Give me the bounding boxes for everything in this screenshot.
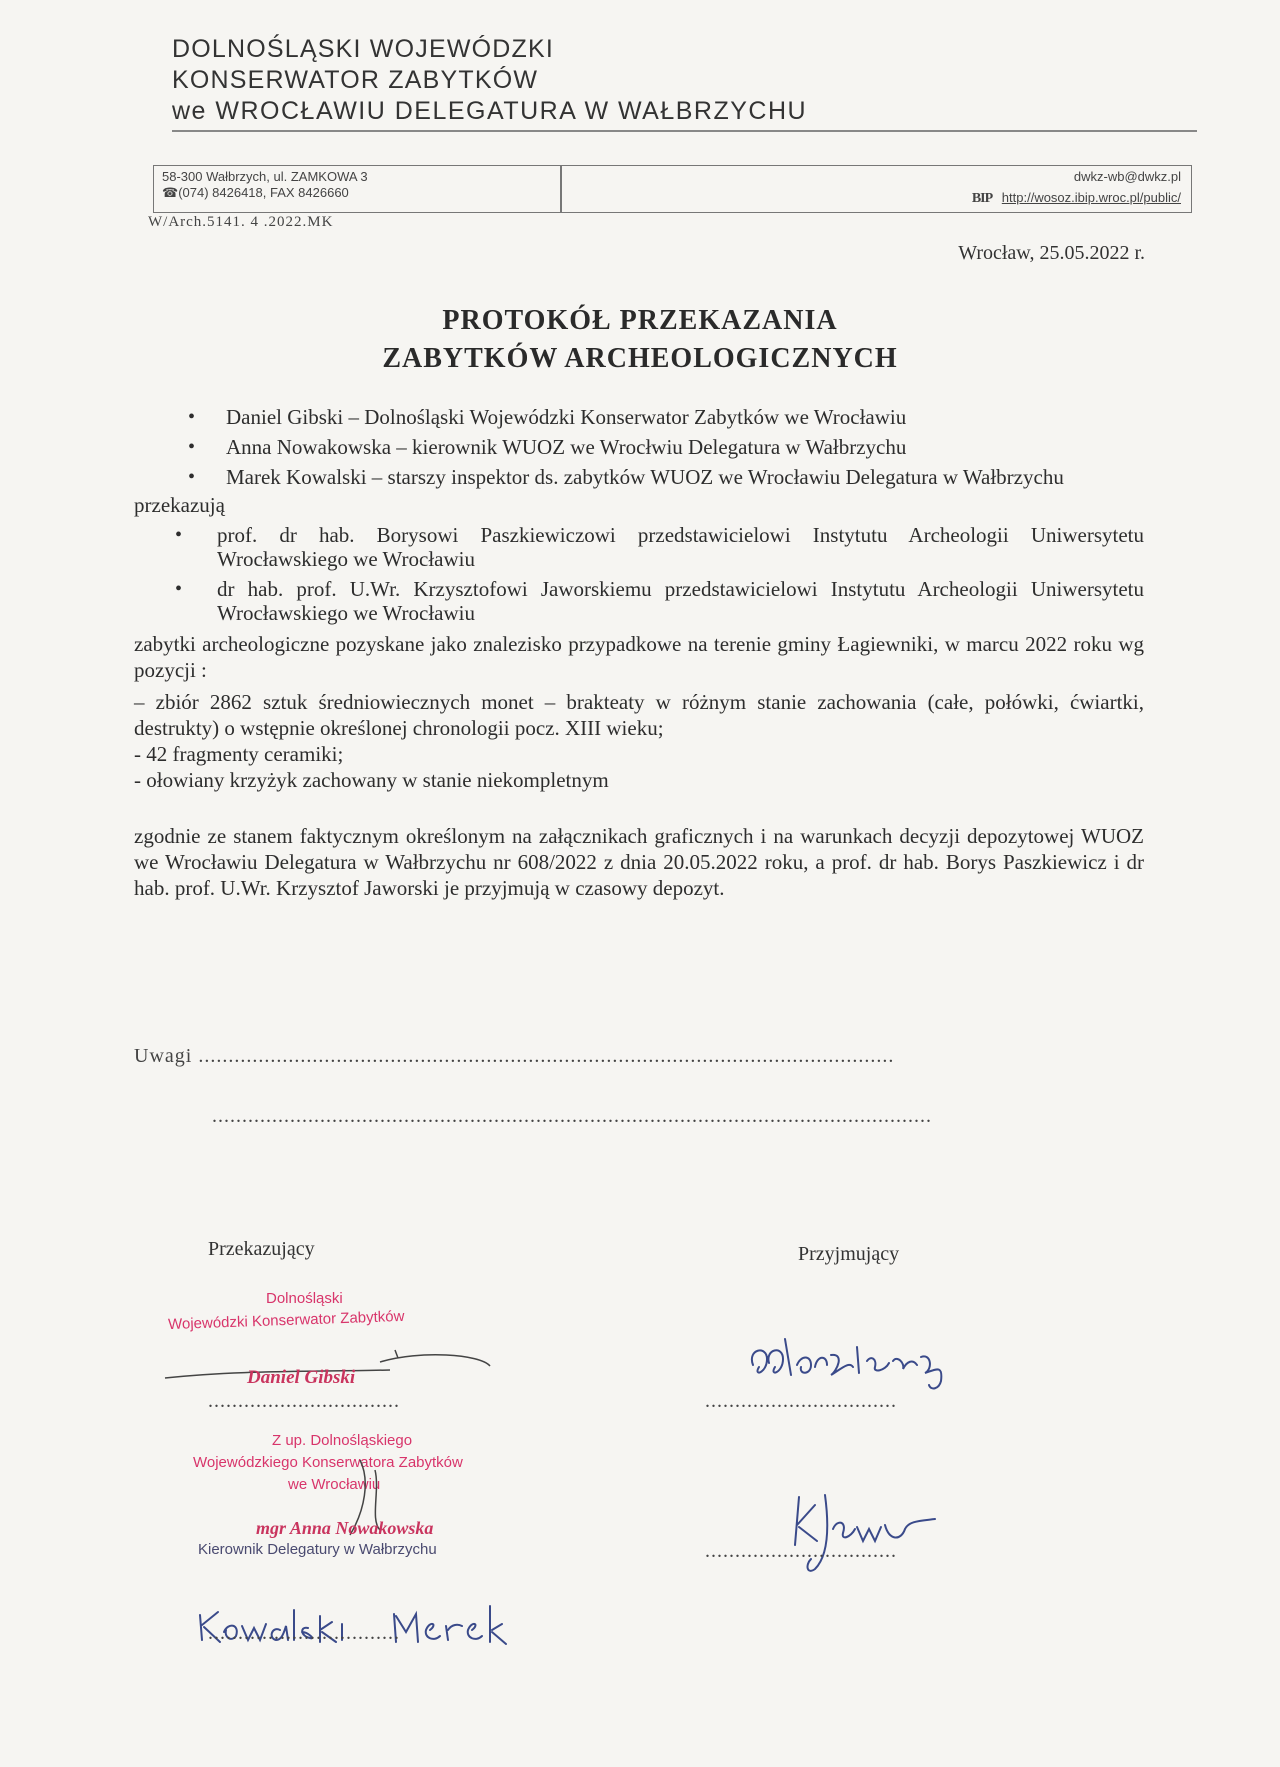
letterhead-rule — [172, 130, 1197, 132]
intro-paragraph: zabytki archeologiczne pozyskane jako znalezisko przypadkowe na terenie gminy Łagiewniki, w marcu 2022 roku wg pozycji : — [134, 632, 1144, 682]
letterhead-line-3: we WROCŁAWIU DELEGATURA W WAŁBRZYCHU — [172, 97, 808, 125]
signature-dots-left-3: ................................ — [208, 1622, 400, 1644]
stamp-2-line-3: we Wrocławiu — [288, 1476, 381, 1493]
address-left — [162, 169, 368, 201]
letterhead-line-1: DOLNOŚLĄSKI WOJEWÓDZKI — [172, 35, 555, 63]
signature-dots-right-1: ................................ — [705, 1390, 897, 1412]
document-title-line-2: ZABYTKÓW ARCHEOLOGICZNYCH — [382, 343, 898, 374]
address-email: dwkz-wb@dwkz.pl — [1073, 169, 1181, 184]
remarks-dots-1: .................................................................................................................... — [198, 1045, 895, 1067]
address-divider — [560, 166, 562, 212]
right-signature-label: Przyjmujący — [798, 1243, 900, 1265]
left-signature-label: Przekazujący — [208, 1238, 315, 1260]
stamp-2-name: mgr Anna Nowakowska — [256, 1518, 434, 1538]
verb-handover: przekazują — [134, 493, 225, 517]
handing-over-list — [134, 405, 1144, 489]
stamp-1-line-1: Dolnośląski — [266, 1290, 343, 1307]
closing-paragraph: zgodnie ze stanem faktycznym określonym na załącznikach graficznych i na warunkach decyzji depozytowej WUOZ we Wrocławiu Delegatura w Wałbrzychu nr 608/2022 z dnia 20.05.2022 roku, a prof. dr hab. Borys Paszkiewicz i dr hab. prof. U.Wr. Krzysztof Jaworski je przyjmują w czasowy depozyt. — [134, 824, 1144, 900]
address-web — [972, 190, 1181, 207]
list-item: • dr hab. prof. U.Wr. Krzysztofowi Jaworskiemu przedstawicielowi Instytutu Archeologii Uniwersytetu Wrocławskiego we Wrocławiu — [134, 577, 1144, 625]
list-item: • Marek Kowalski – starszy inspektor ds. zabytków WUOZ we Wrocławiu Delegatura w Wałbrzychu — [134, 465, 1144, 489]
document-title-line-1: PROTOKÓŁ PRZEKAZANIA — [442, 305, 838, 336]
letterhead — [172, 34, 1197, 127]
signature-dots-left-1: ................................ — [208, 1390, 400, 1412]
item-ceramics: - 42 fragmenty ceramiki; — [134, 742, 344, 766]
document-date: Wrocław, 25.05.2022 r. — [958, 242, 1145, 264]
bip-logo: BIP — [971, 191, 993, 206]
address-box — [153, 165, 1192, 213]
list-item: • prof. dr hab. Borysowi Paszkiewiczowi przedstawicielowi Instytutu Archeologii Uniwersytetu Wrocławskiego we Wrocławiu — [134, 523, 1144, 571]
list-item: • Daniel Gibski – Dolnośląski Wojewódzki Konserwator Zabytków we Wrocławiu — [134, 405, 1144, 429]
stamp-2-line-1: Z up. Dolnośląskiego — [272, 1432, 413, 1449]
stamp-1-line-2: Wojewódzki Konserwator Zabytków — [167, 1307, 405, 1334]
list-item: • Anna Nowakowska – kierownik WUOZ we Wrocłwiu Delegatura w Wałbrzychu — [134, 435, 1144, 459]
stamp-2-line-2: Wojewódzkiego Konserwatora Zabytków — [193, 1454, 463, 1471]
signature-paszkiewicz — [745, 1325, 975, 1395]
remarks-line-2: ........................................................................................................................ — [212, 1105, 932, 1127]
address-phone: ☎(074) 8426418, FAX 8426660 — [162, 185, 349, 200]
handing-over-section — [134, 405, 1144, 901]
remarks-label: Uwagi — [134, 1045, 193, 1067]
bip-url: http://wosoz.ibip.wroc.pl/public/ — [1001, 190, 1181, 205]
item-coins: – zbiór 2862 sztuk średniowiecznych monet – brakteaty w różnym stanie zachowania (całe, połówki, ćwiartki, destrukty) o wstępnie określonej chronologii pocz. XIII wieku; — [134, 690, 1144, 740]
stamp-1-name: Daniel Gibski — [247, 1367, 356, 1388]
stamp-2-role: Kierownik Delegatury w Wałbrzychu — [198, 1541, 437, 1558]
reference-number: W/Arch.5141. 4 .2022.MK — [148, 214, 334, 230]
recipients-list — [134, 523, 1144, 625]
item-cross: - ołowiany krzyżyk zachowany w stanie niekompletnym — [134, 768, 609, 792]
remarks-line-1 — [134, 1045, 894, 1068]
signature-dots-right-2: ................................ — [705, 1540, 897, 1562]
letterhead-line-2: KONSERWATOR ZABYTKÓW — [172, 66, 539, 94]
address-street: 58-300 Wałbrzych, ul. ZAMKOWA 3 — [162, 169, 368, 184]
